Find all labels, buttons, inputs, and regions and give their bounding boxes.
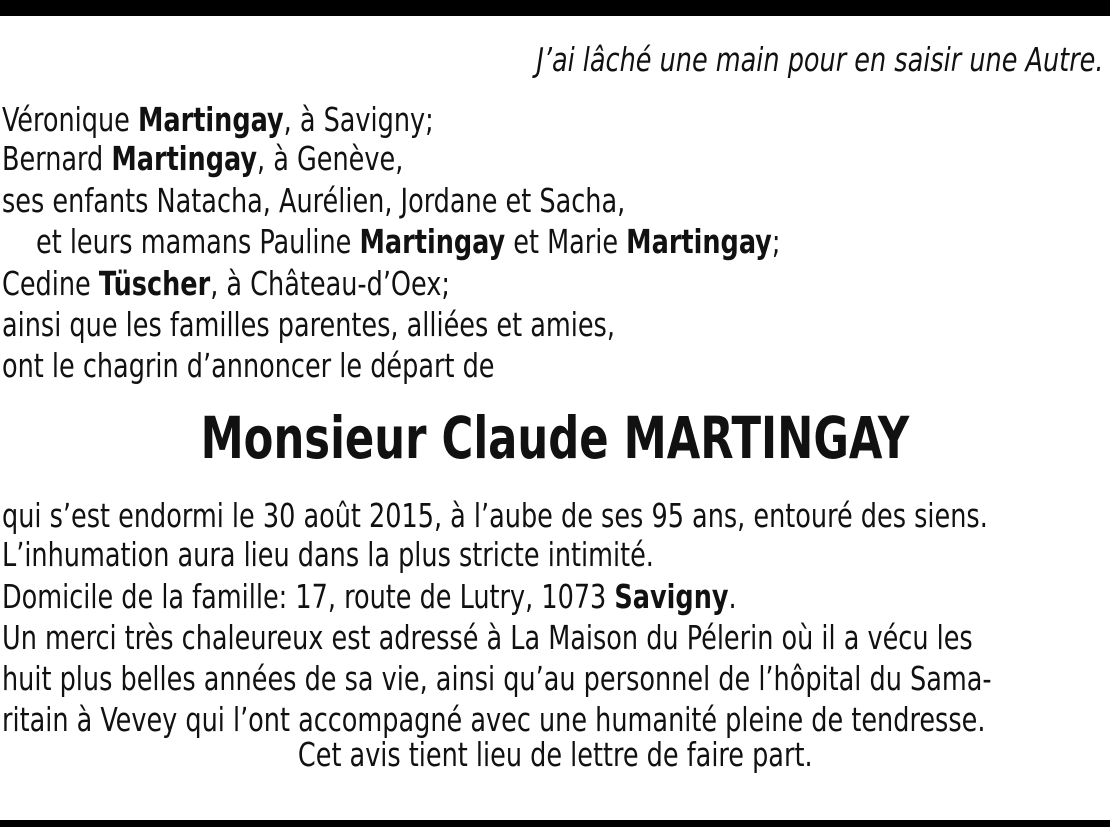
details-line-2: L’inhumation aura lieu dans la plus stricte intimité. <box>2 535 654 574</box>
details-line-1: qui s’est endormi le 30 août 2015, à l’aube de ses 95 ans, entouré des siens. <box>2 496 988 535</box>
place-name: Savigny <box>614 577 729 616</box>
details-line-4: Un merci très chaleureux est adressé à La Maison du Pélerin où il a vécu les <box>2 618 973 657</box>
details-line-3: Domicile de la famille: 17, route de Lutry, 1073 Savigny. <box>2 577 737 616</box>
closing-note: Cet avis tient lieu de lettre de faire part. <box>297 735 813 774</box>
bottom-border-rule <box>0 820 1110 827</box>
family-surname: Martingay <box>137 100 284 139</box>
family-surname: Tüscher <box>98 264 211 303</box>
family-line-6: ainsi que les familles parentes, alliées et amies, <box>2 305 615 344</box>
details-line-5: huit plus belles années de sa vie, ainsi qu’au personnel de l’hôpital du Sama- <box>2 659 992 698</box>
family-line-5: Cedine Tüscher, à Château-d’Oex; <box>2 264 450 303</box>
family-line-7: ont le chagrin d’annoncer le départ de <box>2 346 495 385</box>
family-line-2: Bernard Martingay, à Genève, <box>2 139 404 178</box>
motto-quote: J’ai lâché une main pour en saisir une Autre. <box>536 40 1104 79</box>
family-surname: Martingay <box>626 222 772 261</box>
family-surname: Martingay <box>359 222 506 261</box>
family-line-4: et leurs mamans Pauline Martingay et Marie Martingay; <box>36 222 781 261</box>
details-line-6: ritain à Vevey qui l’ont accompagné avec une humanité pleine de tendresse. <box>2 700 986 739</box>
family-line-3: ses enfants Natacha, Aurélien, Jordane et Sacha, <box>2 181 626 220</box>
family-line-1: Véronique Martingay, à Savigny; <box>2 100 434 139</box>
family-surname: Martingay <box>111 139 258 178</box>
deceased-name: Monsieur Claude MARTINGAY <box>200 404 910 472</box>
